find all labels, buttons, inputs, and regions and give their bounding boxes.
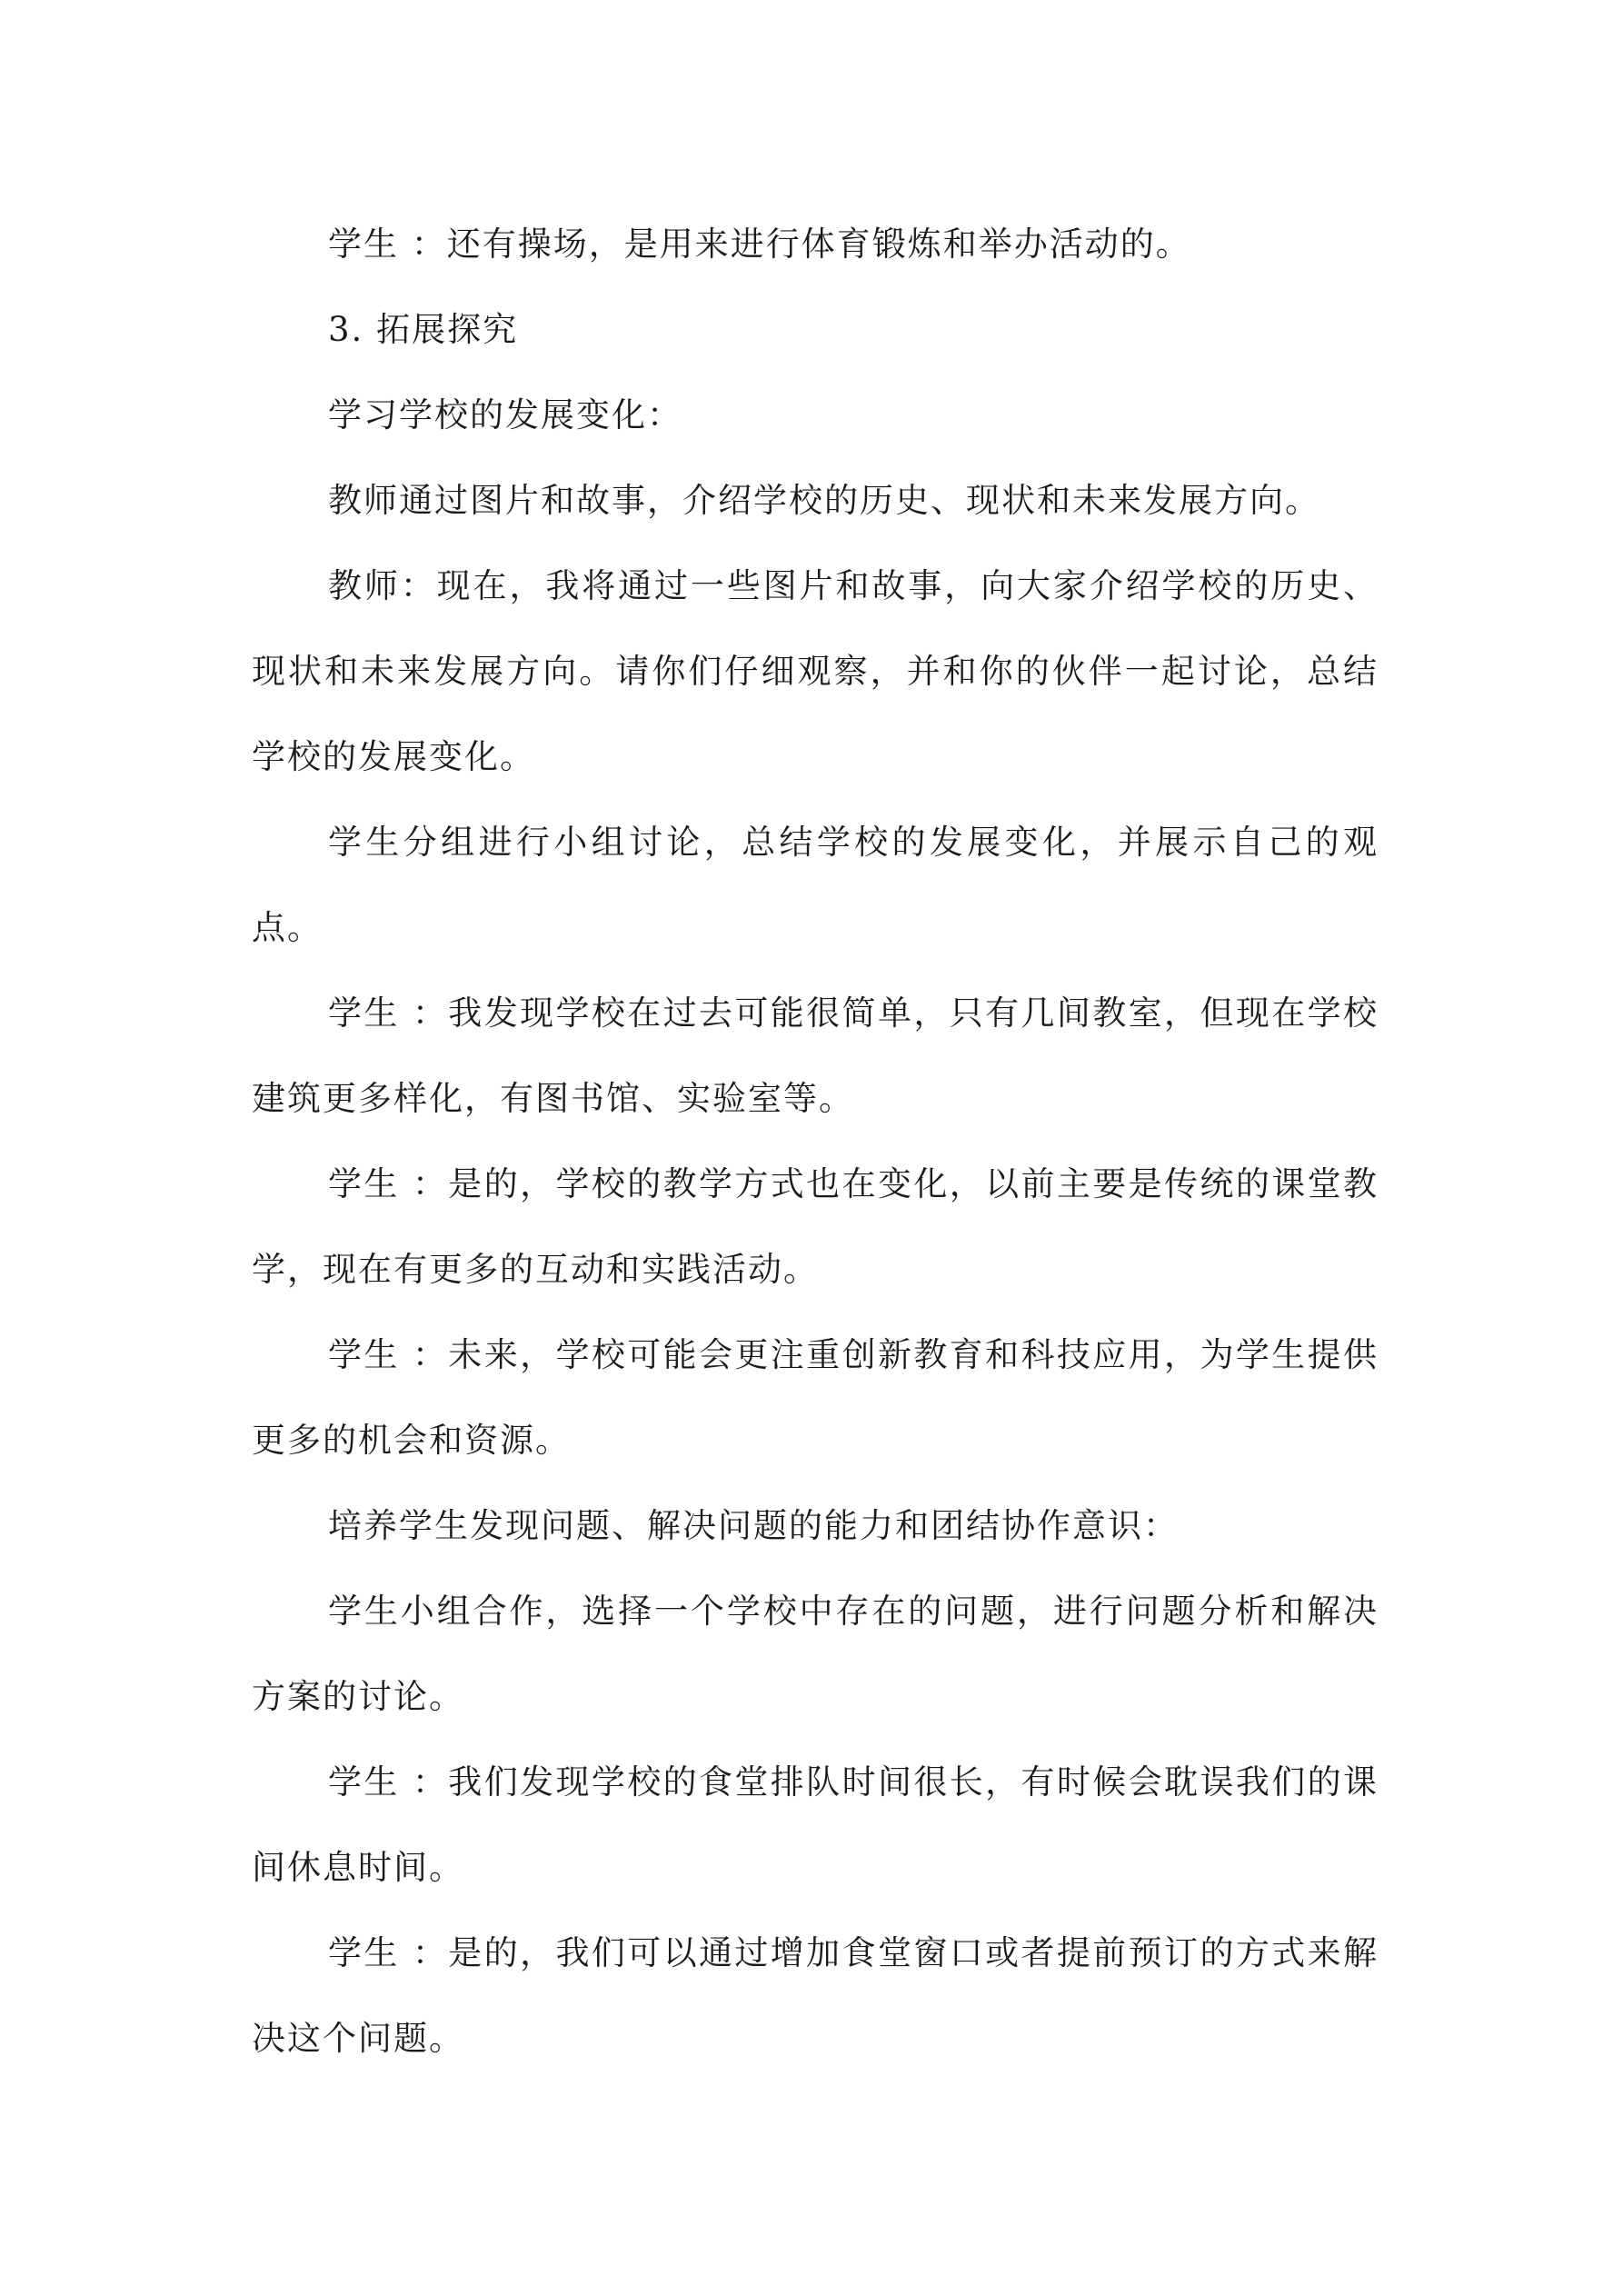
paragraph-group-cooperation: 学生小组合作，选择一个学校中存在的问题，进行问题分析和解决方案的讨论。: [252, 1592, 1379, 1716]
paragraph-learn-development: 学习学校的发展变化：: [328, 395, 682, 434]
paragraph-student-past: 学生 ：我发现学校在过去可能很简单，只有几间教室，但现在学校建筑更多样化，有图书馆、实验室等。: [252, 993, 1379, 1118]
paragraph-teacher-speech: 教师：现在，我将通过一些图片和故事，向大家介绍学校的历史、现状和未来发展方向。请你们仔细观察，并和你的伙伴一起讨论，总结学校的发展变化。: [252, 566, 1379, 776]
document-body: [252, 202, 1379, 2081]
paragraph-student-teaching: 学生 ：是的，学校的教学方式也在变化，以前主要是传统的课堂教学，现在有更多的互动和实践活动。: [252, 1164, 1379, 1289]
paragraph-teacher-intro: 教师通过图片和故事，介绍学校的历史、现状和未来发展方向。: [328, 481, 1320, 520]
paragraph-student-canteen: 学生 ：我们发现学校的食堂排队时间很长，有时候会耽误我们的课间休息时间。: [252, 1762, 1379, 1887]
paragraph-student-playground: 学生 ：还有操场，是用来进行体育锻炼和举办活动的。: [328, 225, 1191, 264]
paragraph-student-future: 学生 ：未来，学校可能会更注重创新教育和科技应用，为学生提供更多的机会和资源。: [252, 1335, 1379, 1460]
paragraph-cultivate-abilities: 培养学生发现问题、解决问题的能力和团结协作意识：: [328, 1506, 1179, 1545]
paragraph-group-discussion: 学生分组进行小组讨论，总结学校的发展变化，并展示自己的观点。: [252, 823, 1379, 947]
paragraph-student-solution: 学生 ：是的，我们可以通过增加食堂窗口或者提前预订的方式来解决这个问题。: [252, 1933, 1379, 2058]
section-heading-extension: 3. 拓展探究: [328, 310, 519, 349]
